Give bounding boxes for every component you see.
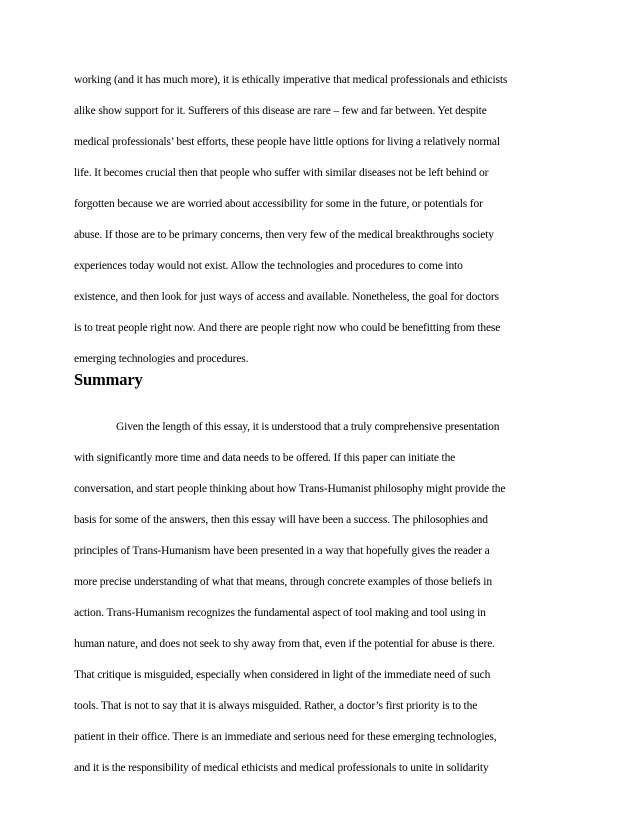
paragraph1-line-9: is to treat people right now. And there are people right now who could be benefitting from these bbox=[74, 322, 501, 334]
paragraph2-line-7: action. Trans-Humanism recognizes the fundamental aspect of tool making and tool using in bbox=[74, 607, 486, 619]
paragraph2-line-11: patient in their office. There is an immediate and serious need for these emerging technologies, bbox=[74, 731, 497, 743]
paragraph1-line-7: experiences today would not exist. Allow the technologies and procedures to come into bbox=[74, 260, 463, 272]
paragraph2-line-1: Given the length of this essay, it is understood that a truly comprehensive presentation bbox=[116, 421, 500, 433]
paragraph1-line-8: existence, and then look for just ways of access and available. Nonetheless, the goal for doctors bbox=[74, 291, 499, 303]
paragraph1-line-4: life. It becomes crucial then that people who suffer with similar diseases not be left behind or bbox=[74, 167, 489, 179]
paragraph2-line-6: more precise understanding of what that means, through concrete examples of those beliefs in bbox=[74, 576, 492, 588]
paragraph2-line-8: human nature, and does not seek to shy away from that, even if the potential for abuse is there. bbox=[74, 638, 495, 650]
paragraph2-line-10: tools. That is not to say that it is always misguided. Rather, a doctor’s first priority is to the bbox=[74, 700, 478, 712]
paragraph2-line-2: with significantly more time and data needs to be offered. If this paper can initiate the bbox=[74, 452, 456, 464]
section-heading: Summary bbox=[74, 370, 143, 389]
paragraph1-line-10: emerging technologies and procedures. bbox=[74, 353, 249, 365]
paragraph2-line-12: and it is the responsibility of medical ethicists and medical professionals to unite in solidarity bbox=[74, 762, 489, 774]
paragraph1-line-5: forgotten because we are worried about accessibility for some in the future, or potentials for bbox=[74, 198, 483, 210]
paragraph2-line-9: That critique is misguided, especially when considered in light of the immediate need of such bbox=[74, 669, 491, 681]
paragraph2-line-4: basis for some of the answers, then this essay will have been a success. The philosophies and bbox=[74, 514, 488, 526]
paragraph1-line-2: alike show support for it. Sufferers of this disease are rare – few and far between. Yet despite bbox=[74, 105, 487, 117]
paragraph1-line-3: medical professionals’ best efforts, these people have little options for living a relatively normal bbox=[74, 136, 500, 148]
paragraph1-line-1: working (and it has much more), it is ethically imperative that medical professionals and ethicists bbox=[74, 74, 508, 86]
paragraph2-line-5: principles of Trans-Humanism have been presented in a way that hopefully gives the reader a bbox=[74, 545, 490, 557]
paragraph1-line-6: abuse. If those are to be primary concerns, then very few of the medical breakthroughs society bbox=[74, 229, 494, 241]
paragraph2-line-3: conversation, and start people thinking about how Trans-Humanist philosophy might provide the bbox=[74, 483, 506, 495]
